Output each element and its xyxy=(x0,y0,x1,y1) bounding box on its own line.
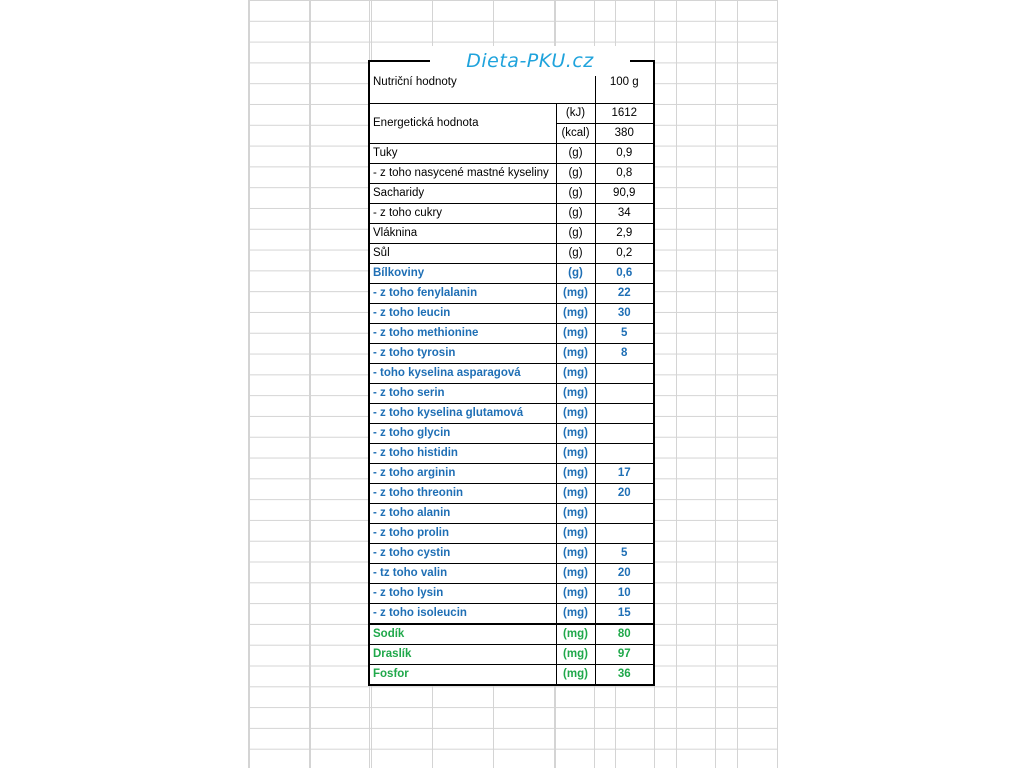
energy-row-kj xyxy=(369,103,654,123)
row-label: Bílkoviny xyxy=(369,263,556,283)
row-value: 97 xyxy=(595,644,654,664)
row-label: - z toho alanin xyxy=(369,503,556,523)
table-row xyxy=(369,523,654,543)
row-unit: (mg) xyxy=(556,523,595,543)
row-value xyxy=(595,403,654,423)
table-row xyxy=(369,583,654,603)
table-row xyxy=(369,503,654,523)
row-value: 20 xyxy=(595,483,654,503)
row-label: - z toho kyselina glutamová xyxy=(369,403,556,423)
row-value xyxy=(595,383,654,403)
row-value: 90,9 xyxy=(595,183,654,203)
row-label: - z toho histidin xyxy=(369,443,556,463)
table-row xyxy=(369,283,654,303)
row-label: Sacharidy xyxy=(369,183,556,203)
table-row xyxy=(369,664,654,685)
row-unit: (mg) xyxy=(556,403,595,423)
table-row xyxy=(369,563,654,583)
table-row xyxy=(369,183,654,203)
row-label: Vláknina xyxy=(369,223,556,243)
row-unit: (g) xyxy=(556,163,595,183)
row-label: - z toho cukry xyxy=(369,203,556,223)
row-unit: (mg) xyxy=(556,283,595,303)
row-label: - z toho cystin xyxy=(369,543,556,563)
table-row xyxy=(369,303,654,323)
row-value: 22 xyxy=(595,283,654,303)
row-unit: (mg) xyxy=(556,483,595,503)
table-row xyxy=(369,263,654,283)
row-label: - z toho leucin xyxy=(369,303,556,323)
table-row xyxy=(369,363,654,383)
row-unit: (mg) xyxy=(556,343,595,363)
row-value: 15 xyxy=(595,603,654,624)
row-value: 30 xyxy=(595,303,654,323)
row-value: 8 xyxy=(595,343,654,363)
row-value: 10 xyxy=(595,583,654,603)
table-row xyxy=(369,603,654,624)
grid-line xyxy=(715,0,716,768)
row-unit: (mg) xyxy=(556,583,595,603)
row-unit: (mg) xyxy=(556,563,595,583)
row-value: 0,2 xyxy=(595,243,654,263)
row-value: 20 xyxy=(595,563,654,583)
row-label: Fosfor xyxy=(369,664,556,685)
header-amount: 100 g xyxy=(595,61,654,103)
row-value xyxy=(595,523,654,543)
row-value: 17 xyxy=(595,463,654,483)
table-row xyxy=(369,624,654,645)
row-value: 2,9 xyxy=(595,223,654,243)
row-label: - z toho tyrosin xyxy=(369,343,556,363)
row-value xyxy=(595,363,654,383)
row-unit: (mg) xyxy=(556,603,595,624)
grid-line xyxy=(309,0,310,768)
row-label: - z toho arginin xyxy=(369,463,556,483)
row-label: Sodík xyxy=(369,624,556,645)
row-unit: (mg) xyxy=(556,664,595,685)
row-value: 0,6 xyxy=(595,263,654,283)
row-unit: (mg) xyxy=(556,363,595,383)
row-label: Draslík xyxy=(369,644,556,664)
table-row xyxy=(369,203,654,223)
row-label: - z toho lysin xyxy=(369,583,556,603)
table-row xyxy=(369,403,654,423)
row-value: 80 xyxy=(595,624,654,645)
row-unit: (mg) xyxy=(556,303,595,323)
row-unit: (g) xyxy=(556,183,595,203)
row-unit: (g) xyxy=(556,143,595,163)
row-unit: (g) xyxy=(556,203,595,223)
row-unit: (g) xyxy=(556,223,595,243)
table-row xyxy=(369,463,654,483)
table-row xyxy=(369,163,654,183)
row-value xyxy=(595,443,654,463)
row-label: Sůl xyxy=(369,243,556,263)
row-unit: (mg) xyxy=(556,644,595,664)
table-row xyxy=(369,323,654,343)
table-row xyxy=(369,383,654,403)
table-row xyxy=(369,243,654,263)
table-row xyxy=(369,223,654,243)
table-row xyxy=(369,143,654,163)
row-unit: (mg) xyxy=(556,443,595,463)
row-value: 0,8 xyxy=(595,163,654,183)
row-value: 34 xyxy=(595,203,654,223)
site-logo: Dieta-PKU.cz xyxy=(430,46,630,76)
row-unit: (mg) xyxy=(556,503,595,523)
row-value xyxy=(595,423,654,443)
nutrition-table xyxy=(368,60,655,686)
energy-kcal-unit: (kcal) xyxy=(556,123,595,143)
table-row xyxy=(369,343,654,363)
energy-kcal-value: 380 xyxy=(595,123,654,143)
table-row xyxy=(369,644,654,664)
header-label: Nutriční hodnoty xyxy=(369,61,595,103)
row-value: 36 xyxy=(595,664,654,685)
row-unit: (mg) xyxy=(556,323,595,343)
row-unit: (mg) xyxy=(556,423,595,443)
row-value: 5 xyxy=(595,323,654,343)
row-unit: (mg) xyxy=(556,383,595,403)
row-label: - toho kyselina asparagová xyxy=(369,363,556,383)
row-label: - z toho prolin xyxy=(369,523,556,543)
row-value xyxy=(595,503,654,523)
row-label: - z toho nasycené mastné kyseliny xyxy=(369,163,556,183)
energy-label: Energetická hodnota xyxy=(369,103,556,143)
row-label: - z toho serin xyxy=(369,383,556,403)
table-row xyxy=(369,443,654,463)
energy-kj-unit: (kJ) xyxy=(556,103,595,123)
row-label: - z toho glycin xyxy=(369,423,556,443)
row-label: - tz toho valin xyxy=(369,563,556,583)
table-row xyxy=(369,483,654,503)
row-unit: (mg) xyxy=(556,543,595,563)
row-label: - z toho threonin xyxy=(369,483,556,503)
row-value: 0,9 xyxy=(595,143,654,163)
table-row xyxy=(369,423,654,443)
row-unit: (g) xyxy=(556,243,595,263)
row-unit: (mg) xyxy=(556,463,595,483)
row-label: - z toho methionine xyxy=(369,323,556,343)
row-label: - z toho fenylalanin xyxy=(369,283,556,303)
row-unit: (g) xyxy=(556,263,595,283)
row-label: Tuky xyxy=(369,143,556,163)
row-value: 5 xyxy=(595,543,654,563)
table-row xyxy=(369,543,654,563)
row-unit: (mg) xyxy=(556,624,595,645)
row-label: - z toho isoleucin xyxy=(369,603,556,624)
energy-kj-value: 1612 xyxy=(595,103,654,123)
